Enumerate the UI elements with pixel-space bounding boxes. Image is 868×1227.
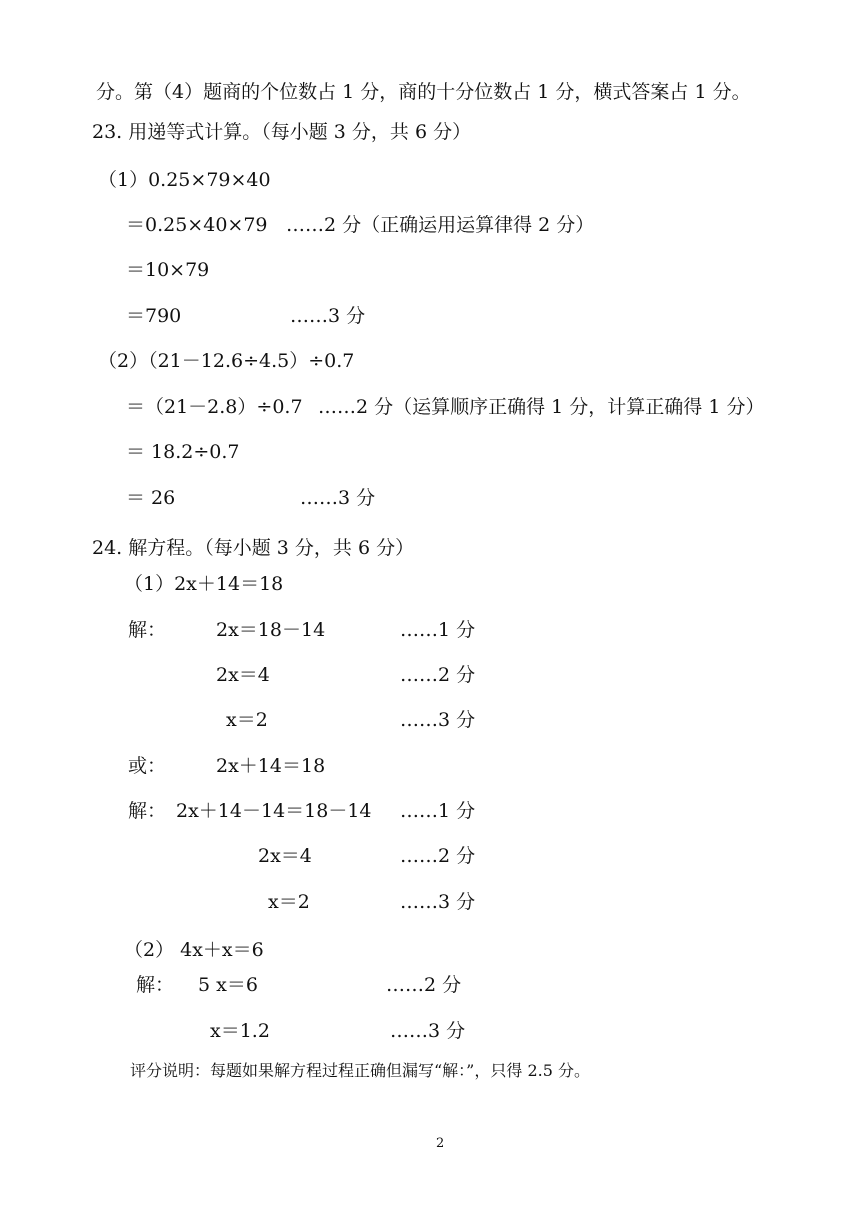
q24-p1-b-row3-note: ……3 分 [400,891,476,913]
q23-p1-step3-note: ……3 分 [290,305,366,327]
q24-p2-row2-expr: x＝1.2 [210,1020,270,1042]
q23-p2-step1-note: ……2 分（运算顺序正确得 1 分，计算正确得 1 分） [318,396,765,418]
q24-p1-b-row1-expr: 2x＋14－14＝18－14 [176,800,372,822]
q24-p1-a-row2-note: ……2 分 [400,664,476,686]
q23-p2-label: （2）（21－12.6÷4.5）÷0.7 [98,350,355,372]
q23-heading: 23. 用递等式计算。（每小题 3 分，共 6 分） [92,121,472,143]
q23-p1-step3-expr: ＝790 [126,305,182,327]
q24-p2-row1-expr: 5 x＝6 [198,974,258,996]
q24-p1-b-row3-expr: x＝2 [268,891,310,913]
q24-p1-b-row2-expr: 2x＝4 [258,845,312,867]
q24-p1-a-prefix: 解： [128,619,167,641]
q24-p1-alt-expr: 2x＋14＝18 [216,755,326,777]
q24-p1-a-row3-note: ……3 分 [400,709,476,731]
q24-p1-label: （1）2x＋14＝18 [124,573,284,595]
q23-p2-step2-expr: ＝ 18.2÷0.7 [126,441,240,463]
q24-p1-b-prefix: 解： [128,800,167,822]
q24-p1-a-row2-expr: 2x＝4 [216,664,270,686]
q23-p2-step1-expr: ＝（21－2.8）÷0.7 [126,396,303,418]
q23-p1-step2-expr: ＝10×79 [126,259,210,281]
q24-heading: 24. 解方程。（每小题 3 分，共 6 分） [92,537,415,559]
scoring-note: 评分说明：每题如果解方程过程正确但漏写“解：”，只得 2.5 分。 [130,1061,590,1080]
page-number: 2 [436,1136,445,1151]
q24-p1-a-row1-expr: 2x＝18－14 [216,619,326,641]
q24-p1-b-row2-note: ……2 分 [400,845,476,867]
q23-p1-step1-expr: ＝0.25×40×79 [126,214,268,236]
q23-p1-label: （1）0.25×79×40 [98,169,271,191]
q24-p1-a-row3-expr: x＝2 [226,709,268,731]
q24-p2-label: （2） 4x＋x＝6 [124,939,264,961]
q24-p1-alt-prefix: 或： [128,755,167,777]
q24-p2-row2-note: ……3 分 [390,1020,466,1042]
q23-p1-step1-note: ……2 分（正确运用运算律得 2 分） [286,214,595,236]
q23-p2-step3-note: ……3 分 [300,487,376,509]
q23-p2-step3-expr: ＝ 26 [126,487,176,509]
q24-p2-row1-note: ……2 分 [386,974,462,996]
q24-p2-prefix: 解： [136,974,175,996]
q24-p1-b-row1-note: ……1 分 [400,800,476,822]
intro-line: 分。第（4）题商的个位数占 1 分，商的十分位数占 1 分，横式答案占 1 分。 [96,81,751,103]
q24-p1-a-row1-note: ……1 分 [400,619,476,641]
